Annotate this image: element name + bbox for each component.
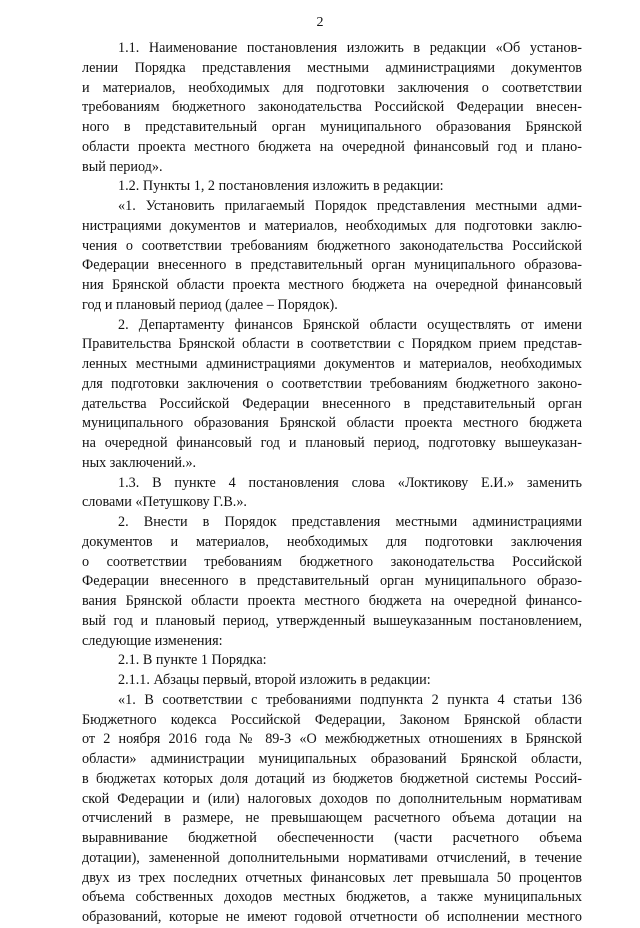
text-line: в бюджетах которых доля дотаций из бюджетов бюджетной системы Россий-	[82, 770, 582, 787]
text-line: объема собственных доходов местных бюджетов, а также муниципальных	[82, 889, 582, 906]
text-line: 1.3. В пункте 4 постановления слова «Локтикову Е.И.» заменить	[118, 474, 582, 491]
text-line: 2. Внести в Порядок представления местными администрациями	[118, 514, 582, 530]
text-line: требованиям бюджетного законодательства Российской Федерации внесен-	[82, 99, 582, 116]
text-line: нистрациями документов и материалов, необходимых для подготовки заклю-	[82, 217, 582, 234]
text-line: следующие изменения:	[82, 632, 223, 649]
page-number: 2	[316, 15, 324, 30]
text-line: лении Порядка представления местными администрациями документов	[82, 59, 582, 76]
text-line: Федерации внесенного в представительный орган муниципального образова-	[82, 257, 582, 274]
text-line: 2. Департаменту финансов Брянской области осуществлять от имени	[118, 316, 582, 333]
text-line: вания Брянской области проекта местного бюджета на очередной финансо-	[82, 593, 582, 609]
text-line: «1. Установить прилагаемый Порядок представления местными адми-	[118, 198, 582, 214]
text-line: муниципального образования Брянской области проекта местного бюджета	[82, 415, 582, 432]
text-line: для подготовки заключения о соответствии требованиям бюджетного законо-	[82, 375, 582, 392]
text-line: 1.2. Пункты 1, 2 постановления изложить в редакции:	[118, 178, 444, 195]
text-line: 2.1. В пункте 1 Порядка:	[118, 652, 267, 669]
text-line: дательства Российской Федерации внесенного в представительный орган	[82, 395, 582, 412]
text-line: отчислений в размере, не превышающем расчетного объема дотации на	[82, 810, 582, 827]
text-line: области» администрации муниципальных образований Брянской области,	[82, 751, 582, 767]
text-line: ных заключений.».	[82, 454, 197, 471]
text-line: ния Брянской области проекта местного бюджета на очередной финансовый	[82, 277, 582, 293]
text-line: от 2 ноября 2016 года № 89-З «О межбюджетных отношениях в Брянской	[82, 731, 582, 748]
text-line: ской Федерации и (или) налоговых доходов по дополнительным нормативам	[82, 790, 582, 807]
text-line: документов и материалов, необходимых для подготовки заключения	[82, 533, 582, 550]
text-line: 1.1. Наименование постановления изложить в редакции «Об установ-	[118, 40, 582, 56]
text-line: дотации), замененной дополнительными нормативами отчислений, в течение	[82, 849, 582, 866]
text-line: образований, которые не имеют годовой отчетности об исполнении местного	[82, 909, 582, 925]
text-line: ного в представительный орган муниципального образования Брянской	[82, 119, 582, 135]
text-line: Бюджетного кодекса Российской Федерации, Законом Брянской области	[82, 711, 582, 728]
text-line: о соответствии требованиям бюджетного законодательства Российской	[82, 553, 582, 570]
text-line: вый период».	[82, 158, 163, 175]
text-line: Федерации внесенного в представительный орган муниципального образо-	[82, 573, 582, 590]
text-line: двух из трех последних отчетных финансовых лет превышала 50 процентов	[82, 869, 582, 886]
text-line: ленных местными администрациями документов и материалов, необходимых	[82, 356, 582, 372]
text-line: словами «Петушкову Г.В.».	[82, 494, 247, 511]
text-line: год и плановый период (далее – Порядок).	[82, 296, 338, 313]
text-line: вый год и плановый период, утвержденный вышеуказанным постановлением,	[82, 612, 582, 629]
text-line: выравнивание бюджетной обеспеченности (части расчетного объема	[82, 830, 582, 846]
text-line: чения о соответствии требованиям бюджетного законодательства Российской	[82, 237, 582, 254]
text-line: на очередной финансовый год и плановый период, подготовку вышеуказан-	[82, 435, 582, 451]
text-line: «1. В соответствии с требованиями подпункта 2 пункта 4 статьи 136	[118, 691, 582, 708]
text-line: области проекта местного бюджета на очередной финансовый год и плано-	[82, 138, 582, 155]
text-line: Правительства Брянской области в соответствии с Порядком прием представ-	[82, 336, 582, 353]
text-line: 2.1.1. Абзацы первый, второй изложить в редакции:	[118, 672, 431, 688]
document-body	[82, 39, 582, 928]
text-line: и материалов, необходимых для подготовки заключения о соответствии	[82, 79, 582, 96]
